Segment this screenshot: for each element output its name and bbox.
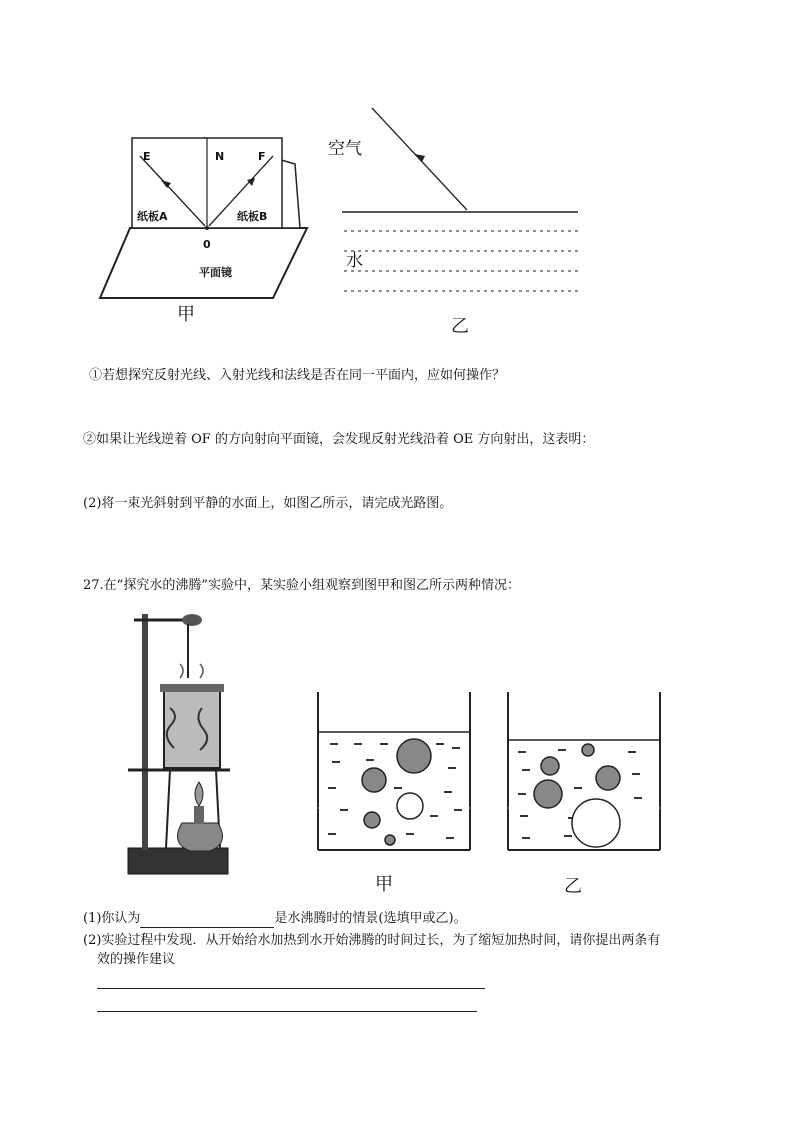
boiling-apparatus-drawing [120,608,230,880]
label-mirror: 平面镜 [199,266,232,279]
caption-yi-top: 乙 [451,316,469,337]
label-n: N [215,150,225,163]
beaker-jia-drawing [310,688,480,858]
question-27: 27.在“探究水的沸腾”实验中，某实验小组观察到图甲和图乙所示两种情况： [83,578,520,593]
water-refraction-figure [322,100,584,305]
answer-blank-27-1[interactable] [140,913,274,928]
label-board-a: 纸板A [137,210,168,223]
label-o: 0 [203,238,211,251]
question-1-2: ②如果让光线逆着 OF 的方向射向平面镜，会发现反射光线沿着 OE 方向射出，这表明： [83,432,595,447]
answer-line-2[interactable] [97,1011,477,1012]
caption-yi-beaker: 乙 [564,876,582,897]
question-27-2-line2: 效的操作建议 [97,952,176,967]
mirror-experiment-figure [95,128,320,328]
question-1-1: ①若想探究反射光线、入射光线和法线是否在同一平面内，应如何操作？ [89,368,506,383]
question-2: (2)将一束光斜射到平静的水面上，如图乙所示，请完成光路图。 [83,496,453,511]
label-e: E [143,150,151,163]
question-27-1 [83,910,467,928]
answer-line-1[interactable] [97,988,485,989]
label-f: F [258,150,266,163]
question-27-1-prefix: (1)你认为 [83,911,141,926]
caption-jia-top: 甲 [177,304,195,325]
boiling-apparatus-figure [120,608,230,880]
beaker-jia-figure [310,688,480,858]
mirror-experiment-drawing [95,128,320,328]
label-air: 空气 [328,139,362,159]
question-27-2-line1: (2)实验过程中发现．从开始给水加热到水开始沸腾的时间过长，为了缩短加热时间，请你提出两条有 [83,933,661,948]
beaker-yi-figure [498,688,670,858]
beaker-yi-drawing [498,688,670,858]
question-27-1-suffix: 是水沸腾时的情景(选填甲或乙)。 [274,911,467,926]
label-water: 水 [346,251,363,271]
water-refraction-drawing [322,100,584,305]
label-board-b: 纸板B [237,210,268,223]
caption-jia-beaker: 甲 [375,874,393,895]
